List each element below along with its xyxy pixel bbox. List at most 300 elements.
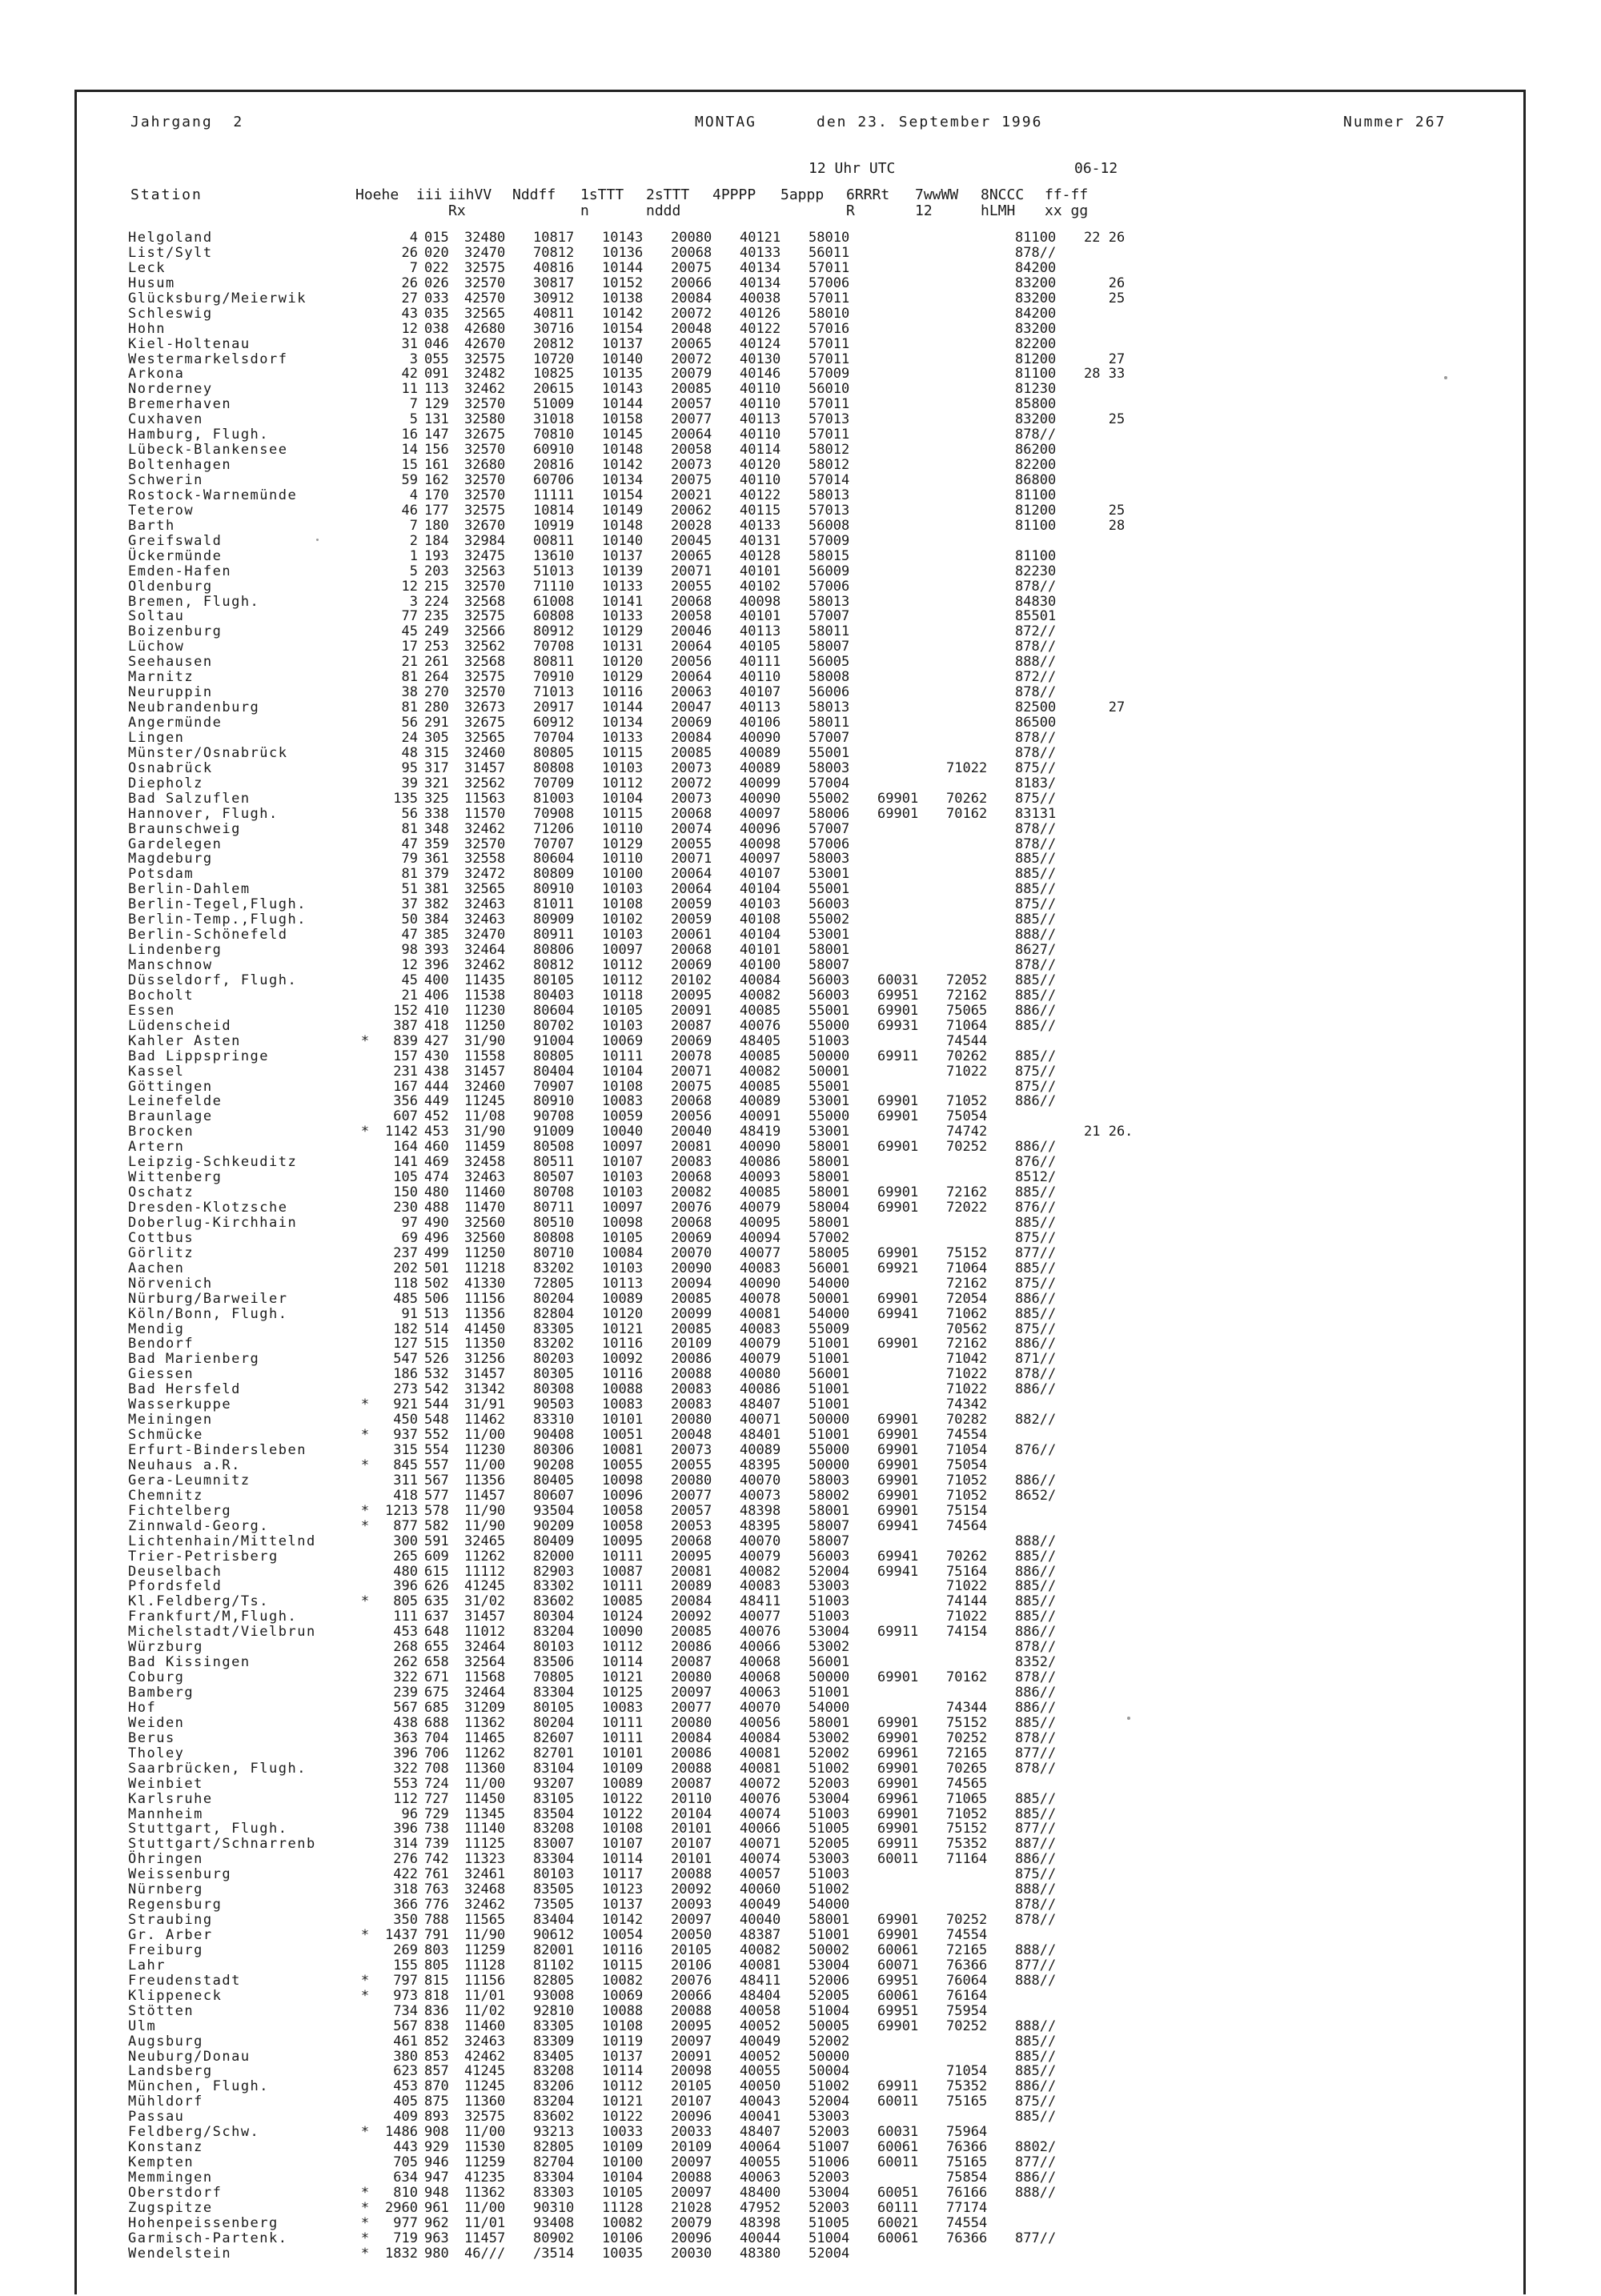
table-cell: 20047: [671, 699, 712, 716]
table-cell: 10103: [602, 1169, 644, 1186]
table-cell: 31457: [464, 1063, 506, 1080]
station-name: Berlin-Schönefeld: [128, 927, 288, 944]
table-cell: 32580: [464, 411, 506, 428]
table-cell: 10105: [602, 2184, 644, 2201]
table-row: [128, 443, 1133, 458]
table-cell: 32568: [464, 593, 506, 610]
table-cell: 42670: [464, 335, 506, 352]
table-cell: 418: [393, 1487, 418, 1504]
table-cell: 10109: [602, 1760, 644, 1777]
table-row: [128, 2231, 1133, 2246]
table-cell: 40146: [740, 366, 781, 383]
table-cell: 202: [393, 1260, 418, 1276]
table-cell: 70704: [533, 729, 575, 746]
table-row: [128, 595, 1133, 610]
table-cell: 80204: [533, 1714, 575, 1731]
table-cell: 72162: [946, 1336, 988, 1352]
table-row: [128, 2019, 1133, 2034]
table-cell: 791: [424, 1927, 449, 1943]
station-name: Karlsruhe: [128, 1790, 213, 1807]
mountain-marker: [356, 670, 374, 685]
table-cell: [946, 427, 1015, 443]
station-name: Emden-Hafen: [128, 563, 232, 579]
table-cell: 50000: [809, 2048, 850, 2065]
table-cell: 875//: [1015, 759, 1057, 776]
table-cell: 239: [393, 1685, 418, 1701]
mountain-marker: [356, 1716, 374, 1731]
table-cell: 886//: [1015, 1093, 1057, 1110]
table-cell: [877, 427, 946, 443]
column-header: 8NCCC: [981, 186, 1025, 203]
table-cell: 607: [393, 1108, 418, 1125]
table-cell: 1832: [385, 2245, 418, 2262]
table-cell: 877: [393, 1517, 418, 1534]
table-cell: 71064: [946, 1017, 988, 1034]
table-cell: 50005: [809, 2018, 850, 2034]
table-row: [128, 2216, 1133, 2231]
table-cell: 76366: [946, 1957, 988, 1973]
table-cell: 32570: [464, 472, 506, 488]
table-row: [128, 534, 1133, 549]
table-cell: [877, 412, 946, 427]
table-cell: 875//: [1015, 1320, 1057, 1337]
table-cell: [1084, 1716, 1133, 1731]
table-cell: 70252: [946, 1729, 988, 1746]
table-row: [128, 943, 1133, 958]
mountain-marker: [356, 2019, 374, 2034]
table-cell: 10125: [602, 1685, 644, 1701]
table-cell: 20110: [671, 1790, 712, 1807]
table-cell: 10105: [602, 1229, 644, 1246]
table-cell: 886//: [1015, 1851, 1057, 1868]
table-cell: 56: [401, 805, 418, 822]
table-row: [128, 882, 1133, 897]
station-name: Pfordsfeld: [128, 1578, 223, 1595]
table-cell: 11362: [464, 1714, 506, 1731]
table-cell: [946, 382, 1015, 397]
table-row: [128, 1746, 1133, 1761]
table-cell: 69901: [877, 1714, 919, 1731]
table-cell: 83304: [533, 1851, 575, 1868]
table-cell: [946, 291, 1015, 307]
table-cell: [877, 1685, 946, 1701]
station-name: Ückermünde: [128, 547, 223, 564]
table-cell: 69951: [877, 1972, 919, 1989]
table-cell: 870: [424, 2078, 449, 2095]
table-cell: 93504: [533, 1502, 575, 1519]
table-cell: 58015: [809, 547, 850, 564]
table-cell: 10098: [602, 1214, 644, 1231]
mountain-marker: [356, 639, 374, 655]
table-row: [128, 1565, 1133, 1580]
table-cell: [946, 595, 1015, 610]
table-cell: 83007: [533, 1836, 575, 1853]
table-cell: 11112: [464, 1563, 506, 1580]
table-cell: 170: [424, 487, 449, 503]
table-row: [128, 1185, 1133, 1200]
table-cell: 875//: [1015, 790, 1057, 807]
table-cell: 1486: [385, 2124, 418, 2141]
station-name: Nürburg/Barweiler: [128, 1290, 288, 1307]
table-cell: 20088: [671, 1366, 712, 1383]
table-cell: 11259: [464, 1941, 506, 1958]
table-cell: 885//: [1015, 1805, 1057, 1822]
table-cell: [1084, 715, 1133, 731]
table-cell: 739: [424, 1836, 449, 1853]
table-cell: 81: [401, 866, 418, 883]
table-cell: 40064: [740, 2139, 781, 2156]
table-cell: [946, 700, 1015, 715]
mountain-marker: [356, 382, 374, 397]
table-cell: 32464: [464, 942, 506, 959]
table-cell: 20068: [671, 1169, 712, 1186]
table-cell: 72022: [946, 1200, 988, 1216]
table-cell: 40099: [740, 775, 781, 791]
table-cell: 40095: [740, 1214, 781, 1231]
table-cell: 83202: [533, 1336, 575, 1352]
table-cell: 51005: [809, 1821, 850, 1837]
table-cell: 69961: [877, 1745, 919, 1761]
table-cell: 31457: [464, 1609, 506, 1625]
table-cell: 80805: [533, 744, 575, 761]
table-cell: 20063: [671, 684, 712, 701]
mountain-marker: [356, 412, 374, 427]
table-cell: 80204: [533, 1290, 575, 1307]
table-cell: 71022: [946, 1578, 988, 1595]
table-cell: 886//: [1015, 1563, 1057, 1580]
station-name: Wittenberg: [128, 1169, 223, 1186]
table-cell: 11570: [464, 805, 506, 822]
table-cell: 48401: [740, 1427, 781, 1444]
table-cell: 71022: [946, 1063, 988, 1080]
table-cell: 55002: [809, 912, 850, 928]
table-cell: 50000: [809, 1457, 850, 1473]
table-cell: 31256: [464, 1351, 506, 1368]
table-cell: 20087: [671, 1017, 712, 1034]
table-row: [128, 700, 1133, 715]
table-cell: 40104: [740, 927, 781, 944]
table-cell: 10129: [602, 669, 644, 686]
table-cell: 878//: [1015, 427, 1057, 443]
table-cell: 885//: [1015, 1305, 1057, 1322]
table-cell: 888//: [1015, 1972, 1057, 1989]
table-row: [128, 2110, 1133, 2125]
table-cell: 82704: [533, 2154, 575, 2171]
station-name: Stuttgart/Schnarrenb: [128, 1836, 316, 1853]
table-cell: [877, 322, 946, 337]
table-cell: 69941: [877, 1563, 919, 1580]
table-cell: 81: [401, 669, 418, 686]
table-cell: 69: [401, 1229, 418, 1246]
table-cell: 47: [401, 835, 418, 852]
table-cell: 69901: [877, 1427, 919, 1444]
mountain-marker: [356, 246, 374, 261]
table-cell: 40113: [740, 699, 781, 716]
table-cell: 40101: [740, 563, 781, 579]
table-cell: [1084, 1352, 1133, 1367]
table-cell: 118: [393, 1275, 418, 1292]
table-cell: 83204: [533, 1624, 575, 1641]
table-row: [128, 261, 1133, 276]
table-cell: 544: [424, 1396, 449, 1413]
table-cell: 57007: [809, 729, 850, 746]
table-cell: [1084, 655, 1133, 670]
table-cell: 74554: [946, 2214, 988, 2231]
table-cell: 10103: [602, 1017, 644, 1034]
table-cell: [1084, 837, 1133, 852]
table-cell: 80702: [533, 1017, 575, 1034]
table-cell: 875: [424, 2094, 449, 2110]
table-cell: 875//: [1015, 1078, 1057, 1095]
table-cell: 93008: [533, 1987, 575, 2004]
table-cell: 30912: [533, 290, 575, 307]
table-cell: 885//: [1015, 881, 1057, 898]
table-cell: 496: [424, 1229, 449, 1246]
table-cell: [877, 291, 946, 307]
mountain-marker: [356, 776, 374, 791]
table-cell: 79: [401, 851, 418, 868]
table-cell: [946, 2246, 1015, 2262]
mountain-marker: *: [360, 2184, 370, 2201]
table-cell: 71110: [533, 578, 575, 595]
table-cell: 046: [424, 335, 449, 352]
mountain-marker: [356, 1200, 374, 1216]
table-cell: 655: [424, 1639, 449, 1656]
table-cell: [1084, 761, 1133, 776]
table-row: [128, 2079, 1133, 2094]
table-cell: 27: [1084, 699, 1126, 716]
table-cell: 20071: [671, 563, 712, 579]
table-cell: 10129: [602, 835, 644, 852]
station-name: Hamburg, Flugh.: [128, 427, 270, 443]
table-cell: 129: [424, 396, 449, 413]
table-cell: 69901: [877, 1184, 919, 1201]
table-cell: 82200: [1015, 457, 1057, 474]
table-cell: 75954: [946, 2002, 988, 2019]
table-row: [128, 337, 1133, 352]
table-cell: 10108: [602, 2018, 644, 2034]
mountain-marker: [356, 1382, 374, 1397]
table-cell: 10137: [602, 1897, 644, 1913]
table-cell: 20615: [533, 381, 575, 398]
station-name: List/Sylt: [128, 244, 213, 261]
table-cell: 20073: [671, 759, 712, 776]
table-cell: 76366: [946, 2139, 988, 2156]
mountain-marker: *: [360, 1457, 370, 1473]
table-cell: 38: [401, 684, 418, 701]
table-row: [128, 1989, 1133, 2004]
table-cell: 40083: [740, 1578, 781, 1595]
table-cell: 40080: [740, 1366, 781, 1383]
table-cell: 21028: [671, 2199, 712, 2216]
table-cell: 80203: [533, 1351, 575, 1368]
table-row: [128, 1080, 1133, 1095]
table-cell: 40068: [740, 1669, 781, 1686]
table-cell: 80808: [533, 759, 575, 776]
table-cell: 410: [424, 1002, 449, 1019]
table-cell: 553: [393, 1775, 418, 1792]
table-cell: 839: [393, 1032, 418, 1049]
table-cell: 82001: [533, 1941, 575, 1958]
table-cell: 70282: [946, 1412, 988, 1428]
table-cell: 58007: [809, 1517, 850, 1534]
table-cell: 10121: [602, 1320, 644, 1337]
table-cell: 57009: [809, 532, 850, 549]
mountain-marker: [356, 928, 374, 943]
table-cell: 705: [393, 2154, 418, 2171]
table-cell: 40110: [740, 472, 781, 488]
table-cell: 83305: [533, 2018, 575, 2034]
table-cell: 70812: [533, 244, 575, 261]
table-cell: 314: [393, 1836, 418, 1853]
column-header: iii: [416, 186, 443, 203]
table-cell: 80403: [533, 987, 575, 1004]
table-cell: 908: [424, 2124, 449, 2141]
station-name: Passau: [128, 2109, 185, 2126]
mountain-marker: [356, 397, 374, 412]
mountain-marker: [356, 1170, 374, 1185]
table-cell: 81100: [1015, 230, 1057, 246]
table-cell: [1084, 1761, 1133, 1777]
station-name: Potsdam: [128, 866, 195, 883]
table-cell: 164: [393, 1139, 418, 1156]
table-cell: 57011: [809, 335, 850, 352]
table-cell: [1084, 1246, 1133, 1261]
table-cell: 10121: [602, 1669, 644, 1686]
column-header: 12: [915, 202, 933, 219]
table-cell: 93207: [533, 1775, 575, 1792]
mountain-marker: [356, 1185, 374, 1200]
mountain-marker: [356, 943, 374, 958]
table-cell: 10116: [602, 684, 644, 701]
table-cell: 80812: [533, 957, 575, 973]
table-cell: 31/02: [464, 1593, 506, 1610]
table-row: [128, 549, 1133, 564]
table-cell: 20088: [671, 1760, 712, 1777]
table-row: [128, 2004, 1133, 2019]
table-row: [128, 1216, 1133, 1231]
table-cell: 20064: [671, 866, 712, 883]
table-cell: 10114: [602, 1654, 644, 1671]
table-cell: 460: [424, 1139, 449, 1156]
table-cell: [1084, 1064, 1133, 1080]
table-cell: 48405: [740, 1032, 781, 1049]
table-cell: [1084, 1625, 1133, 1640]
table-cell: 20073: [671, 457, 712, 474]
table-cell: 20064: [671, 639, 712, 655]
table-cell: 356: [393, 1093, 418, 1110]
table-cell: 80805: [533, 1048, 575, 1064]
table-cell: 886//: [1015, 2078, 1057, 2095]
table-cell: 186: [393, 1366, 418, 1383]
table-cell: 10148: [602, 517, 644, 534]
mountain-marker: [356, 912, 374, 928]
table-cell: 71042: [946, 1351, 988, 1368]
table-cell: [1084, 458, 1133, 473]
table-cell: 40134: [740, 274, 781, 291]
table-cell: 80710: [533, 1244, 575, 1261]
table-cell: [1084, 609, 1133, 624]
table-cell: 875//: [1015, 1275, 1057, 1292]
table-cell: 776: [424, 1897, 449, 1913]
table-cell: 270: [424, 684, 449, 701]
table-cell: 961: [424, 2199, 449, 2216]
table-cell: 58006: [809, 805, 850, 822]
table-cell: 10131: [602, 639, 644, 655]
table-cell: 1213: [385, 1502, 418, 1519]
table-cell: 40083: [740, 1320, 781, 1337]
table-cell: 58001: [809, 942, 850, 959]
column-header: Nddff: [512, 186, 556, 203]
table-cell: 20095: [671, 2018, 712, 2034]
table-cell: 10105: [602, 1002, 644, 1019]
table-cell: 40110: [740, 381, 781, 398]
table-cell: [877, 382, 946, 397]
table-cell: 41245: [464, 1578, 506, 1595]
table-cell: 10104: [602, 790, 644, 807]
table-cell: 10141: [602, 593, 644, 610]
table-cell: [877, 2110, 946, 2125]
table-cell: 20917: [533, 699, 575, 716]
table-cell: 76064: [946, 1972, 988, 1989]
table-cell: [1084, 1489, 1133, 1504]
table-cell: 20066: [671, 274, 712, 291]
table-cell: 72165: [946, 1941, 988, 1958]
station-name: Kassel: [128, 1063, 185, 1080]
table-cell: [1084, 670, 1133, 685]
table-cell: 75854: [946, 2170, 988, 2186]
table-cell: [1084, 443, 1133, 458]
table-cell: 60021: [877, 2214, 919, 2231]
table-cell: 42: [401, 366, 418, 383]
table-cell: 886//: [1015, 2170, 1057, 2186]
table-cell: 131: [424, 411, 449, 428]
table-cell: 480: [424, 1184, 449, 1201]
table-cell: [877, 1276, 946, 1292]
table-cell: [946, 367, 1015, 382]
table-cell: 886//: [1015, 1002, 1057, 1019]
table-row: [128, 1579, 1133, 1594]
table-row: [128, 382, 1133, 397]
table-cell: 57011: [809, 290, 850, 307]
table-cell: 10115: [602, 1957, 644, 1973]
table-cell: [1084, 1701, 1133, 1716]
table-cell: 32462: [464, 820, 506, 837]
column-header: 6RRRt: [846, 186, 890, 203]
table-cell: 488: [424, 1200, 449, 1216]
table-cell: 32575: [464, 2109, 506, 2126]
table-cell: 450: [393, 1412, 418, 1428]
table-cell: [1015, 1504, 1084, 1519]
mountain-marker: [356, 1746, 374, 1761]
table-cell: 48400: [740, 2184, 781, 2201]
table-cell: 634: [393, 2170, 418, 2186]
table-cell: 10111: [602, 1729, 644, 1746]
table-cell: [946, 882, 1015, 897]
table-cell: 80911: [533, 927, 575, 944]
table-cell: 57014: [809, 472, 850, 488]
table-cell: 20057: [671, 1502, 712, 1519]
table-cell: [1084, 1746, 1133, 1761]
table-cell: 261: [424, 654, 449, 671]
table-cell: 40085: [740, 1048, 781, 1064]
table-cell: [877, 912, 946, 928]
table-cell: 32575: [464, 351, 506, 367]
table-cell: 20058: [671, 442, 712, 459]
mountain-marker: [356, 2140, 374, 2155]
table-cell: 11450: [464, 1790, 506, 1807]
table-cell: [877, 549, 946, 564]
